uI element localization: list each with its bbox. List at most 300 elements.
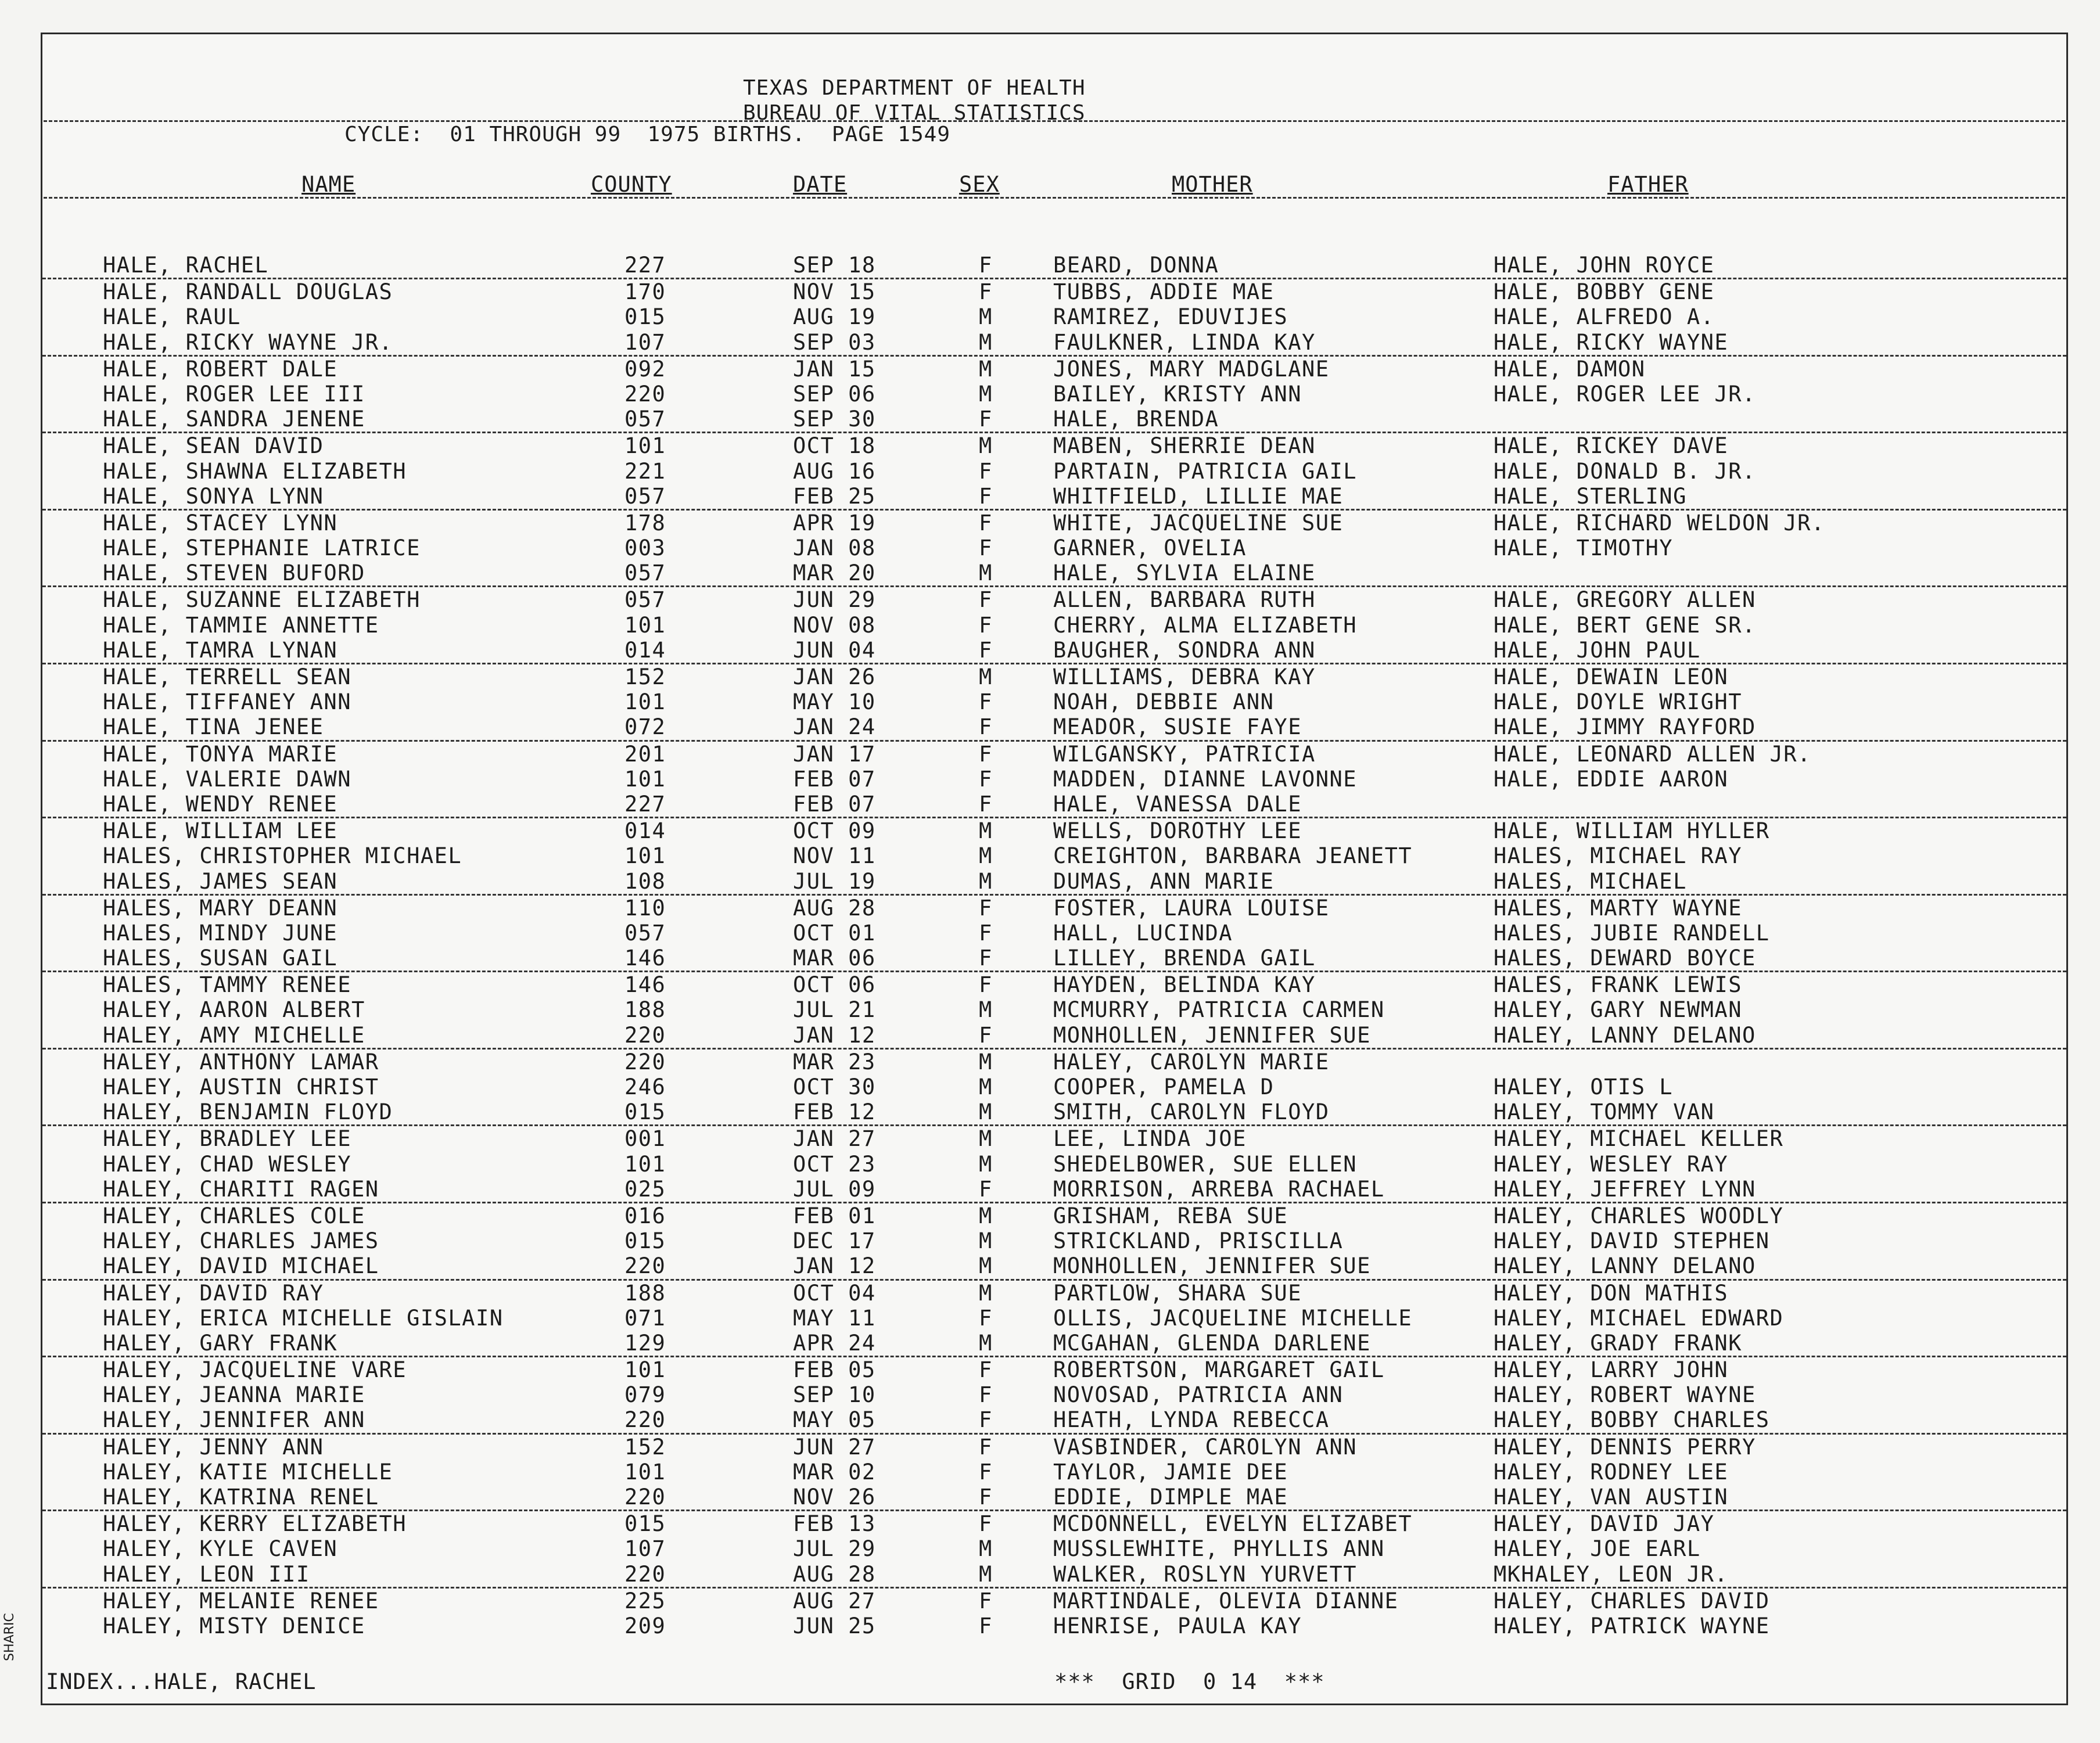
cell-county: 101 — [624, 1151, 666, 1177]
cell-father: HALEY, GRADY FRANK — [1494, 1330, 1742, 1356]
cycle-line: CYCLE: 01 THROUGH 99 1975 BIRTHS. PAGE 1549 — [344, 123, 950, 146]
cell-sex: F — [979, 766, 993, 792]
cell-date: JUL 09 — [793, 1176, 876, 1202]
cell-date: JUN 04 — [793, 637, 876, 663]
cell-county: 107 — [624, 1536, 666, 1562]
cell-sex: F — [979, 946, 993, 971]
column-header-county: COUNTY — [591, 172, 672, 197]
cell-sex: F — [979, 279, 993, 305]
cell-mother: MADDEN, DIANNE LAVONNE — [1053, 766, 1358, 792]
cell-name: HALE, TAMRA LYNAN — [103, 637, 338, 663]
footer-index: INDEX...HALE, RACHEL — [46, 1669, 317, 1694]
cell-father: HALES, MICHAEL — [1494, 868, 1687, 894]
table-row — [42, 1407, 2066, 1434]
cell-mother: MABEN, SHERRIE DEAN — [1053, 433, 1316, 459]
table-row — [42, 638, 2066, 664]
cell-date: SEP 18 — [793, 253, 876, 278]
cell-date: AUG 27 — [793, 1588, 876, 1613]
table-row — [42, 1331, 2066, 1357]
cell-mother: GARNER, OVELIA — [1053, 536, 1247, 561]
cell-father: HALE, DAMON — [1494, 356, 1646, 382]
cell-father: HALE, DEWAIN LEON — [1494, 664, 1729, 689]
cell-mother: MCGAHAN, GLENDA DARLENE — [1053, 1330, 1371, 1356]
cell-name: HALE, SONYA LYNN — [103, 483, 324, 509]
cell-mother: HALL, LUCINDA — [1053, 920, 1233, 946]
cell-father: HALES, MICHAEL RAY — [1494, 843, 1742, 869]
cell-name: HALE, TAMMIE ANNETTE — [103, 612, 379, 638]
cell-mother: HALE, VANESSA DALE — [1053, 791, 1302, 817]
cell-mother: WALKER, ROSLYN YURVETT — [1053, 1561, 1358, 1587]
cell-date: SEP 03 — [793, 329, 876, 355]
cell-date: NOV 11 — [793, 843, 876, 869]
cell-father: HALES, DEWARD BOYCE — [1494, 946, 1756, 971]
cell-name: HALEY, KATRINA RENEL — [103, 1485, 379, 1510]
cell-father: HALE, EDDIE AARON — [1494, 766, 1729, 792]
cell-mother: JONES, MARY MADGLANE — [1053, 356, 1330, 382]
cell-mother: OLLIS, JACQUELINE MICHELLE — [1053, 1305, 1413, 1331]
cell-sex: M — [979, 1151, 993, 1177]
cell-name: HALE, SEAN DAVID — [103, 433, 324, 459]
cell-father: HALEY, LARRY JOHN — [1494, 1357, 1729, 1383]
cell-name: HALES, JAMES SEAN — [103, 868, 338, 894]
table-row — [42, 1562, 2066, 1589]
cell-sex: F — [979, 253, 993, 278]
cell-mother: TUBBS, ADDIE MAE — [1053, 279, 1275, 305]
table-row — [42, 742, 2066, 767]
cell-sex: M — [979, 1280, 993, 1306]
cell-mother: COOPER, PAMELA D — [1053, 1074, 1275, 1099]
cell-name: HALE, SANDRA JENENE — [103, 407, 365, 432]
cell-name: HALE, VALERIE DAWN — [103, 766, 351, 792]
table-row — [42, 1050, 2066, 1074]
cell-date: DEC 17 — [793, 1228, 876, 1254]
cell-mother: BEARD, DONNA — [1053, 253, 1219, 278]
records-table — [42, 253, 2066, 1638]
cell-sex: M — [979, 1099, 993, 1125]
document-frame — [41, 33, 2068, 1705]
cell-date: FEB 25 — [793, 483, 876, 509]
cell-county: 101 — [624, 689, 666, 715]
cell-county: 188 — [624, 1280, 666, 1306]
cell-father: HALEY, LANNY DELANO — [1494, 1253, 1756, 1279]
cell-mother: BAILEY, KRISTY ANN — [1053, 381, 1302, 407]
cell-name: HALEY, JENNY ANN — [103, 1434, 324, 1460]
table-row — [42, 279, 2066, 304]
table-row — [42, 664, 2066, 689]
cell-date: OCT 01 — [793, 920, 876, 946]
cell-sex: M — [979, 1228, 993, 1254]
cell-sex: F — [979, 920, 993, 946]
cell-county: 025 — [624, 1176, 666, 1202]
table-row — [42, 330, 2066, 357]
cell-date: FEB 05 — [793, 1357, 876, 1383]
cell-name: HALEY, LEON III — [103, 1561, 310, 1587]
cell-sex: F — [979, 1434, 993, 1460]
cell-county: 108 — [624, 868, 666, 894]
column-header-mother: MOTHER — [1172, 172, 1253, 197]
cell-county: 057 — [624, 560, 666, 586]
cell-father: HALE, RICHARD WELDON JR. — [1494, 510, 1825, 536]
cell-date: MAR 23 — [793, 1049, 876, 1074]
table-row — [42, 767, 2066, 792]
cell-father: HALEY, JEFFREY LYNN — [1494, 1176, 1756, 1202]
table-row — [42, 1228, 2066, 1253]
cell-mother: CHERRY, ALMA ELIZABETH — [1053, 612, 1358, 638]
table-row — [42, 382, 2066, 407]
cell-sex: F — [979, 741, 993, 767]
cell-name: HALE, TINA JENEE — [103, 714, 324, 740]
cell-father: HALEY, DENNIS PERRY — [1494, 1434, 1756, 1460]
cell-sex: M — [979, 1253, 993, 1279]
cell-mother: HEATH, LYNDA REBECCA — [1053, 1407, 1330, 1433]
cell-mother: HAYDEN, BELINDA KAY — [1053, 972, 1316, 998]
cell-mother: VASBINDER, CAROLYN ANN — [1053, 1434, 1358, 1460]
cell-date: AUG 16 — [793, 458, 876, 484]
cell-father: HALE, TIMOTHY — [1494, 536, 1674, 561]
cell-date: NOV 08 — [793, 612, 876, 638]
cell-date: MAR 02 — [793, 1459, 876, 1485]
cell-sex: M — [979, 560, 993, 586]
cell-name: HALES, TAMMY RENEE — [103, 972, 351, 998]
cell-date: SEP 10 — [793, 1382, 876, 1408]
cell-sex: F — [979, 587, 993, 613]
table-row — [42, 1152, 2066, 1177]
cell-sex: M — [979, 1536, 993, 1562]
cell-date: APR 19 — [793, 510, 876, 536]
cell-sex: M — [979, 1126, 993, 1152]
cell-father: HALES, MARTY WAYNE — [1494, 895, 1742, 921]
cell-date: JAN 17 — [793, 741, 876, 767]
cell-sex: F — [979, 637, 993, 663]
cell-name: HALEY, CHARLES JAMES — [103, 1228, 379, 1254]
cell-sex: F — [979, 1357, 993, 1383]
cell-county: 201 — [624, 741, 666, 767]
table-row — [42, 896, 2066, 921]
cell-mother: HENRISE, PAULA KAY — [1053, 1613, 1302, 1638]
cell-name: HALEY, KYLE CAVEN — [103, 1536, 338, 1562]
cell-father: HALEY, WESLEY RAY — [1494, 1151, 1729, 1177]
cell-county: 057 — [624, 483, 666, 509]
table-row — [42, 1511, 2066, 1536]
cell-county: 101 — [624, 766, 666, 792]
cell-sex: M — [979, 356, 993, 382]
cell-date: OCT 04 — [793, 1280, 876, 1306]
side-tag: SHARIC — [2, 1613, 17, 1661]
cell-mother: GRISHAM, REBA SUE — [1053, 1203, 1288, 1228]
agency-title: TEXAS DEPARTMENT OF HEALTH — [743, 76, 1086, 100]
cell-mother: MUSSLEWHITE, PHYLLIS ANN — [1053, 1536, 1385, 1562]
cell-date: NOV 26 — [793, 1485, 876, 1510]
cell-date: FEB 13 — [793, 1511, 876, 1537]
cell-mother: ALLEN, BARBARA RUTH — [1053, 587, 1316, 613]
table-row — [42, 689, 2066, 714]
cell-father: HALEY, PATRICK WAYNE — [1494, 1613, 1770, 1638]
cell-county: 188 — [624, 997, 666, 1023]
cell-sex: F — [979, 407, 993, 432]
cell-father: HALEY, GARY NEWMAN — [1494, 997, 1742, 1023]
cell-county: 101 — [624, 843, 666, 869]
cell-name: HALES, SUSAN GAIL — [103, 946, 338, 971]
cell-name: HALEY, MELANIE RENEE — [103, 1588, 379, 1613]
table-row — [42, 714, 2066, 741]
cell-father: HALE, DOYLE WRIGHT — [1494, 689, 1742, 715]
table-row — [42, 1023, 2066, 1050]
cell-father: HALEY, OTIS L — [1494, 1074, 1674, 1099]
cell-mother: CREIGHTON, BARBARA JEANETT — [1053, 843, 1413, 869]
cell-date: MAY 10 — [793, 689, 876, 715]
cell-name: HALEY, CHAD WESLEY — [103, 1151, 351, 1177]
cell-date: AUG 28 — [793, 1561, 876, 1587]
cell-county: 225 — [624, 1588, 666, 1613]
cell-county: 220 — [624, 1561, 666, 1587]
cell-mother: RAMIREZ, EDUVIJES — [1053, 304, 1288, 330]
cell-mother: MORRISON, ARREBA RACHAEL — [1053, 1176, 1385, 1202]
cell-county: 014 — [624, 637, 666, 663]
cell-date: FEB 07 — [793, 791, 876, 817]
cell-sex: F — [979, 1511, 993, 1537]
table-row — [42, 511, 2066, 536]
cell-county: 152 — [624, 1434, 666, 1460]
cell-sex: M — [979, 329, 993, 355]
cell-mother: STRICKLAND, PRISCILLA — [1053, 1228, 1344, 1254]
cell-county: 221 — [624, 458, 666, 484]
table-row — [42, 536, 2066, 560]
cell-county: 220 — [624, 1022, 666, 1048]
cell-father: HALE, STERLING — [1494, 483, 1687, 509]
table-row — [42, 1613, 2066, 1638]
cell-father: HALE, RICKY WAYNE — [1494, 329, 1729, 355]
table-row — [42, 357, 2066, 382]
cell-name: HALES, CHRISTOPHER MICHAEL — [103, 843, 462, 869]
cell-father: HALEY, RODNEY LEE — [1494, 1459, 1729, 1485]
cell-county: 110 — [624, 895, 666, 921]
cell-date: SEP 30 — [793, 407, 876, 432]
cell-date: JAN 12 — [793, 1253, 876, 1279]
cell-sex: F — [979, 536, 993, 561]
cell-name: HALEY, KATIE MICHELLE — [103, 1459, 393, 1485]
column-header-date: DATE — [793, 172, 848, 197]
cell-sex: F — [979, 972, 993, 998]
table-row — [42, 1281, 2066, 1306]
cell-sex: F — [979, 483, 993, 509]
cell-sex: F — [979, 895, 993, 921]
cell-father: HALEY, MICHAEL EDWARD — [1494, 1305, 1784, 1331]
cell-mother: MARTINDALE, OLEVIA DIANNE — [1053, 1588, 1399, 1613]
cell-mother: WELLS, DOROTHY LEE — [1053, 818, 1302, 844]
cell-county: 092 — [624, 356, 666, 382]
cell-father: HALEY, DAVID JAY — [1494, 1511, 1715, 1537]
cell-county: 014 — [624, 818, 666, 844]
cell-name: HALEY, CHARITI RAGEN — [103, 1176, 379, 1202]
cell-sex: M — [979, 1561, 993, 1587]
cell-name: HALEY, DAVID MICHAEL — [103, 1253, 379, 1279]
cell-mother: WHITFIELD, LILLIE MAE — [1053, 483, 1344, 509]
cell-father: HALE, LEONARD ALLEN JR. — [1494, 741, 1811, 767]
bureau-title: BUREAU OF VITAL STATISTICS — [743, 101, 1086, 125]
cell-sex: F — [979, 458, 993, 484]
cell-name: HALEY, GARY FRANK — [103, 1330, 338, 1356]
cell-father: HALE, ROGER LEE JR. — [1494, 381, 1756, 407]
cell-county: 003 — [624, 536, 666, 561]
cell-county: 146 — [624, 946, 666, 971]
cell-county: 146 — [624, 972, 666, 998]
cell-mother: EDDIE, DIMPLE MAE — [1053, 1485, 1288, 1510]
table-row — [42, 1460, 2066, 1485]
cell-name: HALEY, ERICA MICHELLE GISLAIN — [103, 1305, 504, 1331]
cell-date: MAY 05 — [793, 1407, 876, 1433]
cell-date: JUN 25 — [793, 1613, 876, 1638]
table-row — [42, 1074, 2066, 1099]
cell-county: 015 — [624, 1099, 666, 1125]
cell-date: JUL 29 — [793, 1536, 876, 1562]
cell-mother: HALEY, CAROLYN MARIE — [1053, 1049, 1330, 1074]
header-divider — [44, 120, 2065, 122]
cell-name: HALES, MARY DEANN — [103, 895, 338, 921]
cell-county: 079 — [624, 1382, 666, 1408]
cell-name: HALE, STACEY LYNN — [103, 510, 338, 536]
cell-date: NOV 15 — [793, 279, 876, 305]
cell-date: JUL 19 — [793, 868, 876, 894]
cell-county: 015 — [624, 304, 666, 330]
cell-father: HALEY, DAVID STEPHEN — [1494, 1228, 1770, 1254]
cell-date: MAR 20 — [793, 560, 876, 586]
cell-sex: M — [979, 1203, 993, 1228]
cell-name: HALE, STEVEN BUFORD — [103, 560, 365, 586]
cell-mother: MCMURRY, PATRICIA CARMEN — [1053, 997, 1385, 1023]
cell-county: 178 — [624, 510, 666, 536]
table-row — [42, 304, 2066, 329]
cell-sex: F — [979, 1613, 993, 1638]
cell-name: HALEY, AMY MICHELLE — [103, 1022, 365, 1048]
cell-county: 015 — [624, 1511, 666, 1537]
column-header-sex: SEX — [959, 172, 1000, 197]
cell-name: HALEY, ANTHONY LAMAR — [103, 1049, 379, 1074]
cell-county: 057 — [624, 407, 666, 432]
cell-sex: M — [979, 818, 993, 844]
cell-date: JUN 29 — [793, 587, 876, 613]
cell-county: 220 — [624, 1049, 666, 1074]
table-row — [42, 869, 2066, 896]
cell-name: HALE, RACHEL — [103, 253, 269, 278]
cell-county: 220 — [624, 1407, 666, 1433]
cell-county: 072 — [624, 714, 666, 740]
table-row — [42, 253, 2066, 279]
cell-date: JAN 15 — [793, 356, 876, 382]
cell-father: HALEY, BOBBY CHARLES — [1494, 1407, 1770, 1433]
cell-father: HALE, JOHN ROYCE — [1494, 253, 1715, 278]
cell-sex: F — [979, 1022, 993, 1048]
cell-mother: DUMAS, ANN MARIE — [1053, 868, 1275, 894]
cell-father: HALE, JIMMY RAYFORD — [1494, 714, 1756, 740]
cell-sex: M — [979, 1330, 993, 1356]
table-row — [42, 1589, 2066, 1613]
cell-sex: M — [979, 381, 993, 407]
cell-sex: F — [979, 612, 993, 638]
table-row — [42, 997, 2066, 1022]
cell-mother: MONHOLLEN, JENNIFER SUE — [1053, 1253, 1371, 1279]
cell-mother: BAUGHER, SONDRA ANN — [1053, 637, 1316, 663]
cell-sex: F — [979, 1305, 993, 1331]
cell-name: HALEY, CHARLES COLE — [103, 1203, 365, 1228]
cell-name: HALEY, JACQUELINE VARE — [103, 1357, 407, 1383]
cell-county: 129 — [624, 1330, 666, 1356]
cell-name: HALE, WENDY RENEE — [103, 791, 338, 817]
cell-mother: NOVOSAD, PATRICIA ANN — [1053, 1382, 1344, 1408]
cell-sex: F — [979, 714, 993, 740]
cell-date: MAY 11 — [793, 1305, 876, 1331]
cell-sex: F — [979, 1459, 993, 1485]
cell-mother: FAULKNER, LINDA KAY — [1053, 329, 1316, 355]
cell-sex: F — [979, 791, 993, 817]
cell-name: HALEY, BRADLEY LEE — [103, 1126, 351, 1152]
cell-date: OCT 06 — [793, 972, 876, 998]
cell-date: JAN 24 — [793, 714, 876, 740]
cell-name: HALEY, DAVID RAY — [103, 1280, 324, 1306]
table-row — [42, 1536, 2066, 1561]
cell-county: 246 — [624, 1074, 666, 1099]
cell-county: 220 — [624, 381, 666, 407]
cell-father: HALEY, CHARLES WOODLY — [1494, 1203, 1784, 1228]
cell-date: AUG 19 — [793, 304, 876, 330]
cell-sex: F — [979, 1588, 993, 1613]
cell-mother: SMITH, CAROLYN FLOYD — [1053, 1099, 1330, 1125]
cell-father: HALE, BOBBY GENE — [1494, 279, 1715, 305]
cell-county: 101 — [624, 1357, 666, 1383]
table-row — [42, 1099, 2066, 1126]
table-row — [42, 1382, 2066, 1407]
cell-date: FEB 07 — [793, 766, 876, 792]
cell-date: JUN 27 — [793, 1434, 876, 1460]
cell-name: HALE, RANDALL DOUGLAS — [103, 279, 393, 305]
cell-county: 101 — [624, 612, 666, 638]
table-row — [42, 1485, 2066, 1511]
cell-sex: M — [979, 843, 993, 869]
cell-county: 001 — [624, 1126, 666, 1152]
cell-county: 107 — [624, 329, 666, 355]
cell-mother: MCDONNELL, EVELYN ELIZABET — [1053, 1511, 1413, 1537]
cell-father: HALEY, CHARLES DAVID — [1494, 1588, 1770, 1613]
cell-mother: WHITE, JACQUELINE SUE — [1053, 510, 1344, 536]
cell-father: HALEY, VAN AUSTIN — [1494, 1485, 1729, 1510]
cell-sex: M — [979, 433, 993, 459]
table-row — [42, 484, 2066, 511]
cell-father: HALE, WILLIAM HYLLER — [1494, 818, 1770, 844]
cell-father: HALE, ALFREDO A. — [1494, 304, 1715, 330]
table-row — [42, 1126, 2066, 1151]
cell-father: HALEY, ROBERT WAYNE — [1494, 1382, 1756, 1408]
table-row — [42, 972, 2066, 997]
cell-mother: NOAH, DEBBIE ANN — [1053, 689, 1275, 715]
cell-county: 209 — [624, 1613, 666, 1638]
cell-father: HALES, FRANK LEWIS — [1494, 972, 1742, 998]
cell-county: 101 — [624, 433, 666, 459]
cell-name: HALES, MINDY JUNE — [103, 920, 338, 946]
cell-sex: F — [979, 689, 993, 715]
cell-name: HALE, RICKY WAYNE JR. — [103, 329, 393, 355]
cell-sex: F — [979, 510, 993, 536]
cell-date: JAN 26 — [793, 664, 876, 689]
cell-father: HALEY, LANNY DELANO — [1494, 1022, 1756, 1048]
cell-name: HALEY, AUSTIN CHRIST — [103, 1074, 379, 1099]
cell-county: 057 — [624, 920, 666, 946]
cell-sex: M — [979, 997, 993, 1023]
cell-sex: F — [979, 1407, 993, 1433]
table-row — [42, 921, 2066, 946]
cell-father: HALEY, JOE EARL — [1494, 1536, 1701, 1562]
cell-date: OCT 23 — [793, 1151, 876, 1177]
cell-county: 227 — [624, 253, 666, 278]
cell-father: HALES, JUBIE RANDELL — [1494, 920, 1770, 946]
